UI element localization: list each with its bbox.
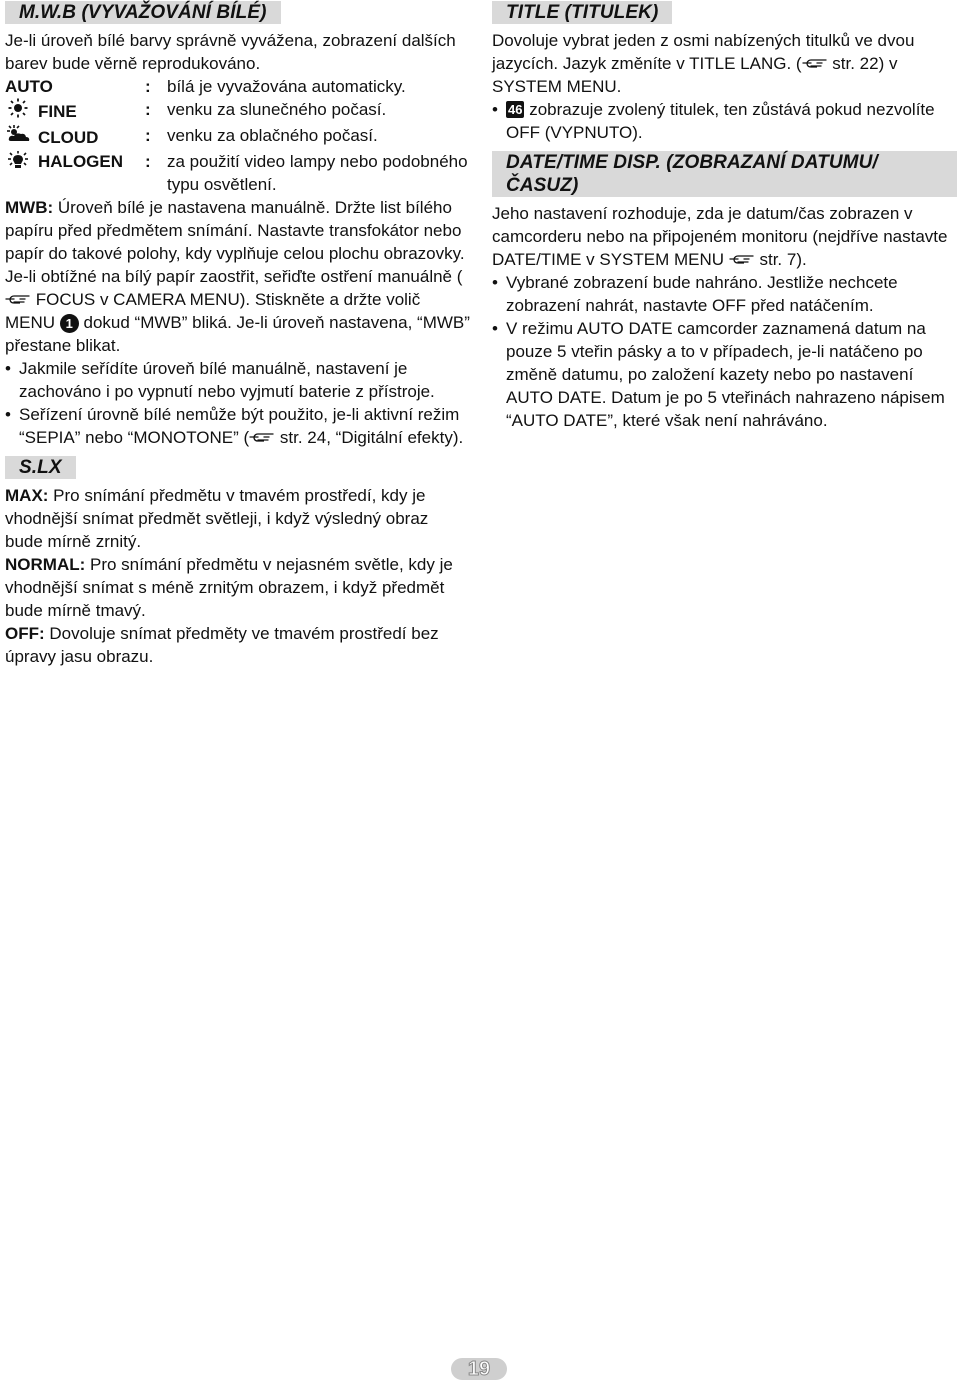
pointing-hand-icon bbox=[729, 252, 755, 266]
pointing-hand-icon bbox=[802, 56, 828, 70]
title-text: Dovoluje vybrat jeden z osmi nabízených titulků ve dvou jazycích. Jazyk změníte v TITLE LANG. ( str. 22) v SYSTEM MENU. bbox=[492, 31, 915, 96]
mwb-heading: M.W.B (VYVAŽOVÁNÍ BÍLÉ) bbox=[5, 1, 281, 24]
mode-row-cloud: CLOUD : venku za oblačného počasí. bbox=[5, 124, 470, 150]
sun-icon bbox=[5, 98, 31, 124]
mwb-manual-text: MWB: Úroveň bílé je nastavena manuálně. Držte list bílého papíru před předmětem snímání. Nastavte transfokátor nebo papír do takové polohy, kdy vyplňuje celou plochu obrazovky. Je-li obtížné na bílý papír zaostřit, seřiďte ostření manuálně ( FOCUS v CAMERA MENU). Stiskněte a držte volič MENU 1 dokud “MWB” bliká. Je-li úroveň nastavena, “MWB” přestane blikat. bbox=[5, 198, 470, 355]
mode-desc: bílá je vyvažována automaticky. bbox=[167, 77, 406, 96]
page-number: 19 bbox=[451, 1358, 507, 1380]
list-item: • Jakmile seřídíte úroveň bílé manuálně, nastavení je zachováno i po vypnutí nebo vyjmutí baterie z přístroje. bbox=[5, 357, 470, 403]
title-heading: TITLE (TITULEK) bbox=[492, 1, 672, 24]
page-ref-badge: 46 bbox=[508, 102, 523, 117]
slx-heading: S.LX bbox=[5, 456, 76, 479]
list-item: • 46 zobrazuje zvolený titulek, ten zůstává pokud nezvolíte OFF (VYPNUTO). bbox=[492, 98, 957, 144]
mode-desc: venku za oblačného počasí. bbox=[167, 126, 378, 145]
menu-dial-number-badge: 1 bbox=[60, 314, 79, 333]
left-column bbox=[5, 0, 470, 668]
date-time-heading: DATE/TIME DISP. (ZOBRAZANÍ DATUMU/ČASUZ) bbox=[492, 151, 957, 197]
pointing-hand-icon bbox=[5, 292, 31, 306]
mode-label: AUTO bbox=[5, 77, 53, 96]
date-time-text: Jeho nastavení rozhoduje, zda je datum/čas zobrazen v camcorderu nebo na připojeném monitoru (nejdříve nastavte DATE/TIME v SYSTEM MENU str. 7). bbox=[492, 204, 948, 269]
halogen-lamp-icon bbox=[5, 151, 31, 177]
mode-label: CLOUD bbox=[38, 127, 99, 147]
slx-max: MAX: Pro snímání předmětu v tmavém prostředí, kdy je vhodnější snímat předmět světleji, i když výsledný obraz bude mírně zrnitý. bbox=[5, 486, 429, 551]
mode-desc: za použití video lampy nebo podobného typu osvětlení. bbox=[167, 152, 468, 194]
pointing-hand-icon bbox=[249, 430, 275, 444]
list-item: • V režimu AUTO DATE camcorder zaznamená datum na pouze 5 vteřin pásky a to v případech, je-li natáčeno po změně datumu, po založení kazety nebo po nastavení AUTO DATE. Datum je po 5 vteřinách nahrazeno nápisem “AUTO DATE”, které však není nahráváno. bbox=[492, 317, 957, 432]
list-item: • Seřízení úrovně bílé nemůže být použito, je-li aktivní režim “SEPIA” nebo “MONOTONE” ( str. 24, “Digitální efekty). bbox=[5, 403, 470, 449]
mode-label: HALOGEN bbox=[38, 152, 123, 171]
list-item: • Vybrané zobrazení bude nahráno. Jestliže nechcete zobrazení nahrát, nastavte OFF před natáčením. bbox=[492, 271, 957, 317]
mode-row-auto: AUTO : bílá je vyvažována automaticky. bbox=[5, 75, 470, 98]
slx-off: OFF: Dovoluje snímat předměty ve tmavém prostředí bez úpravy jasu obrazu. bbox=[5, 624, 439, 666]
mode-label: FINE bbox=[38, 101, 77, 121]
right-column bbox=[492, 0, 957, 432]
cloud-icon bbox=[5, 124, 31, 150]
mwb-intro: Je-li úroveň bílé barvy správně vyvážena, zobrazení dalších barev bude věrně reprodukováno. bbox=[5, 31, 456, 73]
mode-row-fine: FINE : venku za slunečného počasí. bbox=[5, 98, 470, 124]
slx-normal: NORMAL: Pro snímání předmětu v nejasném světle, kdy je vhodnější snímat s méně zrnitým obrazem, i když předmět bude mírně tmavý. bbox=[5, 555, 453, 620]
mode-desc: venku za slunečného počasí. bbox=[167, 100, 387, 119]
mode-row-halogen: HALOGEN : za použití video lampy nebo podobného typu osvětlení. bbox=[5, 150, 470, 196]
